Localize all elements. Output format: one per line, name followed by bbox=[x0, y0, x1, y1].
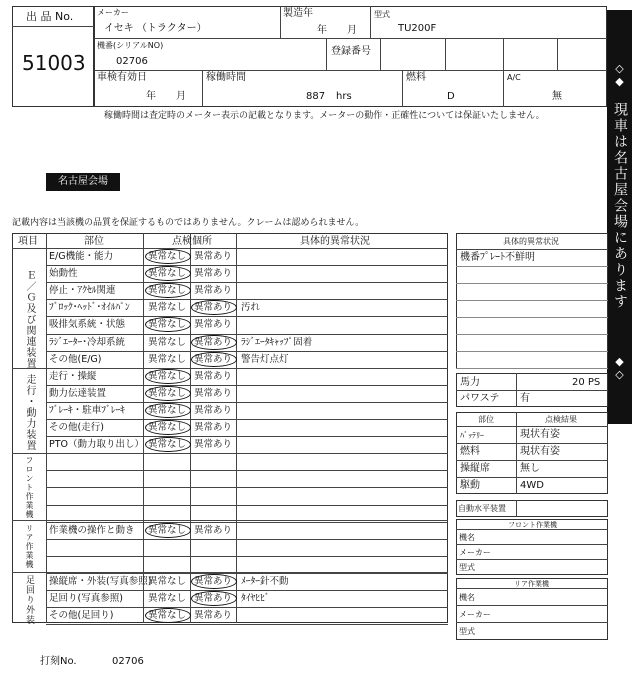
row-part: その他(E/G) bbox=[49, 354, 102, 365]
table-row bbox=[46, 368, 448, 385]
inspection-value: 4WD bbox=[520, 480, 544, 491]
divider bbox=[456, 605, 608, 606]
rear-name-label: 機名 bbox=[459, 593, 475, 602]
divider bbox=[456, 544, 608, 545]
ac-label: A/C bbox=[507, 73, 521, 82]
group-exterior: 足回り外装 bbox=[24, 575, 34, 625]
divider bbox=[456, 529, 608, 530]
selection-circle bbox=[191, 591, 237, 606]
serial-label: 機番(シリアルNO) bbox=[97, 41, 164, 50]
selection-circle bbox=[145, 437, 191, 452]
divider bbox=[94, 38, 607, 39]
row-part: 足回り(写真参照) bbox=[49, 593, 123, 604]
selection-circle bbox=[145, 386, 191, 401]
table-row bbox=[46, 539, 448, 556]
divider bbox=[503, 38, 504, 70]
rear-model-label: 型式 bbox=[459, 627, 475, 636]
power-label: 馬力 bbox=[460, 377, 480, 388]
abnormal-line bbox=[456, 351, 608, 352]
divider bbox=[12, 26, 94, 27]
row-part: その他(走行) bbox=[49, 422, 104, 433]
divider bbox=[456, 477, 608, 478]
selection-circle bbox=[145, 283, 191, 298]
band-top-glyph: ◇◆ bbox=[613, 62, 626, 88]
table-row bbox=[46, 334, 448, 351]
table-row bbox=[46, 282, 448, 299]
divider bbox=[94, 70, 607, 71]
table-row bbox=[46, 402, 448, 419]
divider bbox=[516, 373, 517, 407]
ng-option: 異常あり bbox=[194, 268, 233, 279]
abnormal-text: 機番ﾌﾟﾚｰﾄ不鮮明 bbox=[460, 252, 535, 263]
divider bbox=[456, 390, 608, 391]
ok-option: 異常なし bbox=[148, 285, 187, 296]
ok-option: 異常なし bbox=[148, 610, 187, 621]
table-row bbox=[46, 453, 448, 470]
selection-circle bbox=[191, 335, 237, 350]
inspection-label: 燃料 bbox=[460, 446, 480, 457]
fuel-value: D bbox=[447, 91, 455, 102]
ng-option: 異常あり bbox=[194, 525, 233, 536]
row-divider bbox=[46, 624, 448, 625]
row-part: ﾗｼﾞｴｰﾀｰ･冷却系統 bbox=[49, 337, 126, 348]
ok-option: 異常なし bbox=[148, 268, 187, 279]
header-detail: 具体的異常状況 bbox=[300, 236, 370, 247]
divider bbox=[202, 70, 203, 107]
ng-option: 異常あり bbox=[194, 251, 233, 262]
stamp-number: 02706 bbox=[112, 656, 144, 667]
table-row bbox=[46, 487, 448, 504]
table-row bbox=[46, 316, 448, 333]
table-row bbox=[46, 248, 448, 265]
power-steering-label: パワステ bbox=[460, 393, 500, 404]
serial-value: 02706 bbox=[116, 56, 148, 67]
front-maker-label: メーカー bbox=[459, 548, 491, 557]
table-row bbox=[46, 573, 448, 590]
selection-circle bbox=[191, 300, 237, 315]
divider bbox=[516, 412, 517, 494]
abnormal-header: 具体的異常状況 bbox=[503, 237, 559, 246]
year-label: 製造年 bbox=[283, 8, 313, 19]
group-engine: Ｅ／Ｇ及び関連装置 bbox=[24, 270, 35, 369]
registration-label: 登録番号 bbox=[331, 46, 371, 57]
group-front: フロント作業機 bbox=[25, 456, 34, 519]
row-detail: ﾒｰﾀｰ針不動 bbox=[241, 576, 289, 587]
abnormal-line bbox=[456, 317, 608, 318]
rear-maker-label: メーカー bbox=[459, 610, 491, 619]
ok-option: 異常なし bbox=[148, 439, 187, 450]
table-row bbox=[46, 522, 448, 539]
group-rear: リア作業機 bbox=[25, 524, 34, 569]
ng-option: 異常あり bbox=[194, 388, 233, 399]
table-row bbox=[46, 556, 448, 573]
selection-circle bbox=[145, 523, 191, 538]
table-row bbox=[46, 590, 448, 607]
divider bbox=[445, 38, 446, 70]
ng-option: 異常あり bbox=[194, 593, 233, 604]
front-model-label: 型式 bbox=[459, 563, 475, 572]
group-divider bbox=[12, 368, 448, 369]
row-part: 吸排気系統・状態 bbox=[49, 319, 126, 330]
ok-option: 異常なし bbox=[148, 319, 187, 330]
divider bbox=[326, 38, 327, 70]
divider bbox=[456, 559, 608, 560]
table-row bbox=[46, 607, 448, 624]
row-detail: ﾗｼﾞｴｰﾀｷｬｯﾌﾟ固着 bbox=[241, 337, 313, 348]
row-part: その他(足回り) bbox=[49, 610, 114, 621]
ng-option: 異常あり bbox=[194, 354, 233, 365]
ok-option: 異常なし bbox=[148, 422, 187, 433]
header-check: 点検個所 bbox=[172, 236, 212, 247]
abnormal-line bbox=[456, 266, 608, 267]
row-detail: 汚れ bbox=[241, 302, 261, 313]
hours-note: 稼働時間は査定時のメーター表示の記載となります。メーターの動作・正確性については保証いたしません。 bbox=[104, 111, 545, 121]
selection-circle bbox=[145, 266, 191, 281]
power-value: 20 PS bbox=[572, 377, 601, 388]
ok-option: 異常なし bbox=[148, 525, 187, 536]
row-part: 走行・操縦 bbox=[49, 371, 97, 382]
divider bbox=[402, 70, 403, 107]
table-row bbox=[46, 299, 448, 316]
table-row bbox=[46, 385, 448, 402]
band-text: 現車は名古屋会場にあります bbox=[612, 102, 628, 310]
group-drive: 走行・動力装置 bbox=[24, 374, 35, 451]
row-part: 始動性 bbox=[49, 268, 78, 279]
inspection-value: 現状有姿 bbox=[520, 429, 560, 440]
ng-option: 異常あり bbox=[194, 405, 233, 416]
front-title: フロント作業機 bbox=[508, 521, 557, 529]
venue-tag: 名古屋会場 bbox=[46, 173, 120, 191]
selection-circle bbox=[145, 369, 191, 384]
ok-option: 異常なし bbox=[148, 388, 187, 399]
inspection-date-label: 車検有効日 bbox=[97, 72, 147, 83]
abnormal-line bbox=[456, 283, 608, 284]
divider bbox=[456, 249, 608, 250]
ng-option: 異常あり bbox=[194, 319, 233, 330]
table-row bbox=[46, 436, 448, 453]
selection-circle bbox=[145, 317, 191, 332]
ok-option: 異常なし bbox=[148, 371, 187, 382]
table-row bbox=[46, 470, 448, 487]
result-header: 点検結果 bbox=[545, 415, 577, 424]
divider bbox=[456, 426, 608, 427]
part-header: 部位 bbox=[478, 415, 494, 424]
group-divider bbox=[12, 453, 448, 454]
ok-option: 異常なし bbox=[148, 337, 187, 348]
inspection-value: 無し bbox=[520, 463, 540, 474]
group-divider bbox=[12, 572, 448, 573]
inspection-date-value: 年 月 bbox=[146, 91, 186, 102]
row-detail: ﾀｲﾔﾋﾋﾞ bbox=[241, 593, 270, 604]
divider bbox=[456, 622, 608, 623]
group-divider bbox=[12, 520, 448, 521]
rear-title: リア作業機 bbox=[514, 580, 549, 588]
header-item: 項目 bbox=[18, 236, 38, 247]
row-part: 動力伝達装置 bbox=[49, 388, 107, 399]
fuel-label: 燃料 bbox=[406, 72, 426, 83]
model-value: TU200F bbox=[398, 23, 437, 34]
ng-option: 異常あり bbox=[194, 285, 233, 296]
hours-unit: hrs bbox=[336, 91, 352, 102]
side-band bbox=[607, 10, 632, 424]
year-unit: 年 月 bbox=[317, 25, 357, 36]
selection-circle bbox=[145, 420, 191, 435]
selection-circle bbox=[145, 403, 191, 418]
divider bbox=[456, 443, 608, 444]
ok-option: 異常なし bbox=[148, 405, 187, 416]
ok-option: 異常なし bbox=[148, 302, 187, 313]
ng-option: 異常あり bbox=[194, 439, 233, 450]
inspection-value: 現状有姿 bbox=[520, 446, 560, 457]
ng-option: 異常あり bbox=[194, 610, 233, 621]
selection-circle bbox=[191, 352, 237, 367]
abnormal-line bbox=[456, 368, 608, 369]
stamp-label: 打刻No. bbox=[40, 656, 77, 667]
ok-option: 異常なし bbox=[148, 593, 187, 604]
divider bbox=[456, 460, 608, 461]
hours-label: 稼働時間 bbox=[206, 72, 246, 83]
row-part: 停止・ｱｸｾﾙ関連 bbox=[49, 285, 116, 296]
listing-no: 51003 bbox=[22, 51, 86, 75]
divider bbox=[280, 6, 281, 38]
header-part: 部位 bbox=[84, 236, 104, 247]
table-row bbox=[46, 419, 448, 436]
band-bottom-glyph: ◆◇ bbox=[613, 355, 626, 381]
row-part: ﾌﾞﾛｯｸ･ﾍｯﾄﾞ･ｵｲﾙﾊﾟﾝ bbox=[49, 302, 130, 313]
ac-value: 無 bbox=[552, 91, 562, 102]
ng-option: 異常あり bbox=[194, 371, 233, 382]
selection-circle bbox=[145, 608, 191, 623]
hours-value: 887 bbox=[306, 91, 326, 102]
row-part: 操縦席・外装(写真参照) bbox=[49, 576, 152, 587]
ng-option: 異常あり bbox=[194, 422, 233, 433]
table-row bbox=[46, 351, 448, 368]
inspection-label: 操縦席 bbox=[460, 463, 490, 474]
divider bbox=[516, 500, 517, 517]
table-row bbox=[46, 265, 448, 282]
divider bbox=[456, 588, 608, 589]
divider bbox=[380, 38, 381, 70]
row-part: PTO（動力取り出し） bbox=[49, 439, 145, 450]
disclaimer: 記載内容は当該機の品質を保証するものではありません。クレームは認められません。 bbox=[12, 218, 365, 228]
power-steering-value: 有 bbox=[520, 393, 530, 404]
selection-circle bbox=[145, 249, 191, 264]
auto-level-label: 自動水平装置 bbox=[458, 504, 506, 513]
inspection-label: 駆動 bbox=[460, 480, 480, 491]
abnormal-line bbox=[456, 334, 608, 335]
ng-option: 異常あり bbox=[194, 576, 233, 587]
row-part: 作業機の操作と動き bbox=[49, 525, 135, 536]
abnormal-line bbox=[456, 300, 608, 301]
divider bbox=[557, 38, 558, 70]
divider bbox=[370, 6, 371, 38]
divider bbox=[503, 70, 504, 107]
selection-circle bbox=[191, 574, 237, 589]
row-part: E/G機能・能力 bbox=[49, 251, 114, 262]
maker-label: メーカー bbox=[97, 8, 129, 17]
inspection-label: ﾊﾞｯﾃﾘｰ bbox=[460, 431, 484, 440]
row-part: ﾌﾞﾚｰｷ・駐車ﾌﾞﾚｰｷ bbox=[49, 405, 126, 416]
row-detail: 警告灯点灯 bbox=[241, 354, 289, 365]
ok-option: 異常なし bbox=[148, 576, 187, 587]
maker-value: イセキ （トラクター） bbox=[104, 23, 207, 34]
ok-option: 異常なし bbox=[148, 251, 187, 262]
model-label: 型式 bbox=[374, 10, 390, 19]
ng-option: 異常あり bbox=[194, 337, 233, 348]
ok-option: 異常なし bbox=[148, 354, 187, 365]
listing-no-label: 出 品 No. bbox=[26, 10, 74, 23]
front-name-label: 機名 bbox=[459, 533, 475, 542]
ng-option: 異常あり bbox=[194, 302, 233, 313]
